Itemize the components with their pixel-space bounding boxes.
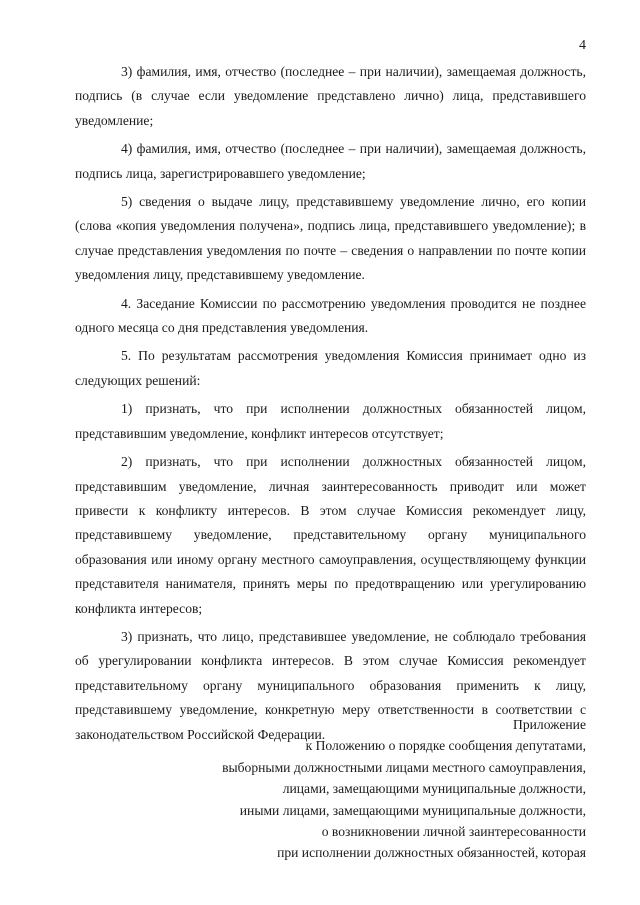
paragraph-section-4-meeting: 4. Заседание Комиссии по рассмотрению уведомления проводится не позднее одного месяца со дня представления уведомления. [75,295,586,336]
appendix-heading [166,714,586,864]
document-body [75,60,586,751]
page-number: 4 [579,38,586,53]
appendix-line: лицами, замещающими муниципальные должности, [282,781,586,797]
paragraph-item-3-signature: 3) фамилия, имя, отчество (последнее – при наличии), замещаемая должность, подпись (в случае если уведомление представлено лично) лица, представившего уведомление; [75,64,586,128]
appendix-line: о возникновении личной заинтересованности [321,824,586,840]
paragraph-decision-2: 2) признать, что при исполнении должностных обязанностей лицом, представившим уведомление, личная заинтересованность приводит или может привести к конфликту интересов. В этом случае Комиссия рекомендует лицу, представившему уведомление, представительному органу муниципального образования или иному органу местного самоуправления, осуществляющему функции представителя нанимателя, принять меры по предотвращению или урегулированию конфликта интересов; [75,454,586,616]
paragraph-section-5-decisions: 5. По результатам рассмотрения уведомления Комиссия принимает одно из следующих решений: [75,348,586,388]
appendix-title: Приложение [513,717,586,732]
paragraph-decision-3: 3) признать, что лицо, представившее уведомление, не соблюдало требования об урегулировании конфликта интересов. В этом случае Комиссия рекомендует представительному органу муниципального образования применить к лицу, представившему уведомление, конкретную меру ответственности в соответствии с законодательством Российской Федерации. [75,628,586,742]
paragraph-decision-1: 1) признать, что при исполнении должностных обязанностей лицом, представившим уведомление, конфликт интересов отсутствует; [75,401,586,441]
appendix-line: выборными должностными лицами местного самоуправления, [222,759,586,775]
appendix-line: к Положению о порядке сообщения депутатами, [305,738,586,754]
appendix-line: иными лицами, замещающими муниципальные должности, [239,802,586,818]
appendix-line: при исполнении должностных обязанностей, которая [277,845,586,861]
paragraph-item-5-copy-issuance: 5) сведения о выдаче лицу, представившему уведомление лично, его копии (слова «копия уведомления получена», подпись лица, представившего уведомление); в случае представления уведомления по почте – сведения о направлении по почте копии уведомления лицу, представившему уведомление. [75,194,586,283]
paragraph-item-4-registrar: 4) фамилия, имя, отчество (последнее – при наличии), замещаемая должность, подпись лица, зарегистрировавшего уведомление; [75,141,586,181]
